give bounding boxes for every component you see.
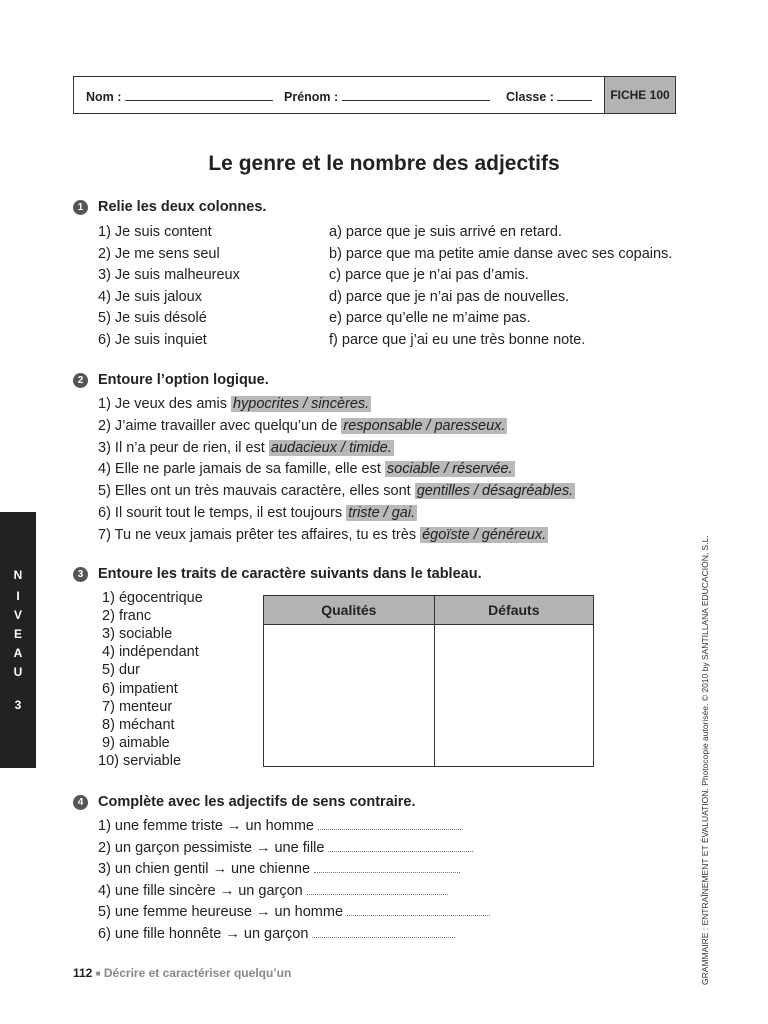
- opposite-sentence: [98, 840, 473, 856]
- option-sentence: [98, 396, 371, 412]
- match-left-item[interactable]: 4) Je suis jaloux: [98, 288, 202, 305]
- prenom-label: Prénom :: [284, 90, 339, 104]
- sentence-text: 4) une fille sincère → un garçon: [98, 882, 303, 899]
- trait-item: 7) menteur: [98, 698, 173, 715]
- exercise-number-badge: 3: [73, 567, 88, 582]
- match-right-item[interactable]: e) parce qu’elle ne m’aime pas.: [329, 310, 531, 327]
- option-choice[interactable]: hypocrites / sincères.: [232, 396, 370, 412]
- classe-line[interactable]: [557, 91, 592, 101]
- page-title: Le genre et le nombre des adjectifs: [208, 152, 560, 175]
- answer-blank[interactable]: [318, 819, 461, 830]
- fiche-number: FICHE 100: [604, 77, 675, 113]
- classe-field[interactable]: [506, 90, 592, 104]
- answer-blank[interactable]: [328, 841, 473, 852]
- trait-item: 5) dur: [98, 662, 140, 679]
- opposite-sentence: [98, 926, 455, 942]
- niveau-side-tab: [0, 512, 36, 768]
- prenom-field[interactable]: [284, 90, 490, 104]
- option-sentence: [98, 440, 394, 456]
- trait-item: 4) indépendant: [98, 644, 199, 661]
- opposite-sentence: [98, 904, 490, 920]
- option-choice[interactable]: audacieux / timide.: [270, 439, 392, 456]
- option-choice[interactable]: gentilles / désagréables.: [416, 483, 574, 500]
- sentence-text: 6) une fille honnête → un garçon: [98, 926, 309, 942]
- opposite-sentence: [98, 883, 448, 899]
- trait-item: 8) méchant: [98, 716, 175, 733]
- match-left-item[interactable]: 1) Je suis content: [98, 224, 212, 240]
- niveau-letter: N: [13, 568, 23, 582]
- option-sentence: [98, 418, 507, 434]
- sentence-text: 7) Tu ne veux jamais prêter tes affaires, tu es très: [98, 526, 421, 543]
- opposite-sentence: [98, 861, 460, 877]
- trait-item: 6) impatient: [98, 680, 178, 697]
- header-box: [73, 76, 676, 114]
- trait-item: 1) égocentrique: [98, 590, 203, 606]
- nom-field[interactable]: [86, 90, 273, 104]
- copyright-notice: GRAMMAIRE : ENTRAÎNEMENT ET ÉVALUATION. Photocopie autorisée. © 2010 by SANTILLANA EDUCACIÓN, S.L.: [700, 535, 710, 985]
- footer-separator: ■: [95, 969, 101, 978]
- page-number: 112: [73, 966, 93, 980]
- sentence-text: 3) Il n’a peur de rien, il est: [98, 439, 269, 456]
- option-choice[interactable]: responsable / paresseux.: [343, 417, 506, 434]
- exercise-instruction: Entoure les traits de caractère suivants dans le tableau.: [98, 566, 482, 582]
- match-left-item[interactable]: 2) Je me sens seul: [98, 245, 220, 262]
- prenom-line[interactable]: [342, 91, 490, 101]
- exercise-3-heading: [73, 566, 482, 582]
- option-choice[interactable]: triste / gai.: [348, 505, 416, 521]
- exercise-number-badge: 2: [73, 373, 88, 388]
- match-left-item[interactable]: 5) Je suis désolé: [98, 310, 207, 327]
- trait-item: 10) serviable: [98, 752, 182, 769]
- sentence-text: 5) une femme heureuse → un homme: [98, 904, 344, 921]
- opposite-sentence: [98, 818, 461, 834]
- match-right-item[interactable]: b) parce que ma petite amie danse avec ses copains.: [329, 245, 673, 262]
- sentence-text: 1) Je veux des amis: [98, 396, 231, 412]
- defauts-cell[interactable]: [434, 625, 593, 767]
- exercise-4-heading: [73, 794, 416, 810]
- match-right-item[interactable]: d) parce que je n’ai pas de nouvelles.: [329, 288, 570, 305]
- match-left-item[interactable]: 6) Je suis inquiet: [98, 332, 207, 348]
- qualities-defects-table: [263, 595, 594, 767]
- sentence-text: 6) Il sourit tout le temps, il est toujours: [98, 505, 347, 521]
- nom-label: Nom :: [86, 90, 122, 104]
- sentence-text: 5) Elles ont un très mauvais caractère, elles sont: [98, 483, 415, 500]
- match-right-item[interactable]: f) parce que j’ai eu une très bonne note.: [329, 332, 586, 348]
- niveau-letter: A: [13, 646, 23, 660]
- option-sentence: [98, 483, 575, 499]
- nom-line[interactable]: [125, 91, 273, 101]
- sentence-text: 4) Elle ne parle jamais de sa famille, elle est: [98, 461, 385, 478]
- answer-blank[interactable]: [307, 884, 448, 895]
- footer-section-title: Décrire et caractériser quelqu’un: [103, 966, 292, 980]
- exercise-number-badge: 1: [73, 200, 88, 215]
- match-right-item[interactable]: c) parce que je n’ai pas d’amis.: [329, 267, 529, 284]
- option-choice[interactable]: sociable / réservée.: [386, 461, 513, 478]
- answer-blank[interactable]: [312, 927, 455, 938]
- trait-item: 3) sociable: [98, 626, 173, 643]
- sentence-text: 2) J’aime travailler avec quelqu’un de: [98, 417, 342, 434]
- match-right-item[interactable]: a) parce que je suis arrivé en retard.: [329, 224, 562, 240]
- exercise-number-badge: 4: [73, 795, 88, 810]
- exercise-instruction: Entoure l’option logique.: [98, 372, 269, 388]
- option-choice[interactable]: égoïste / généreux.: [422, 526, 547, 543]
- option-sentence: [98, 461, 515, 477]
- niveau-letter: I: [16, 589, 20, 603]
- niveau-letter: V: [13, 608, 22, 622]
- answer-blank[interactable]: [314, 862, 460, 873]
- exercise-instruction: Relie les deux colonnes.: [98, 199, 267, 215]
- qualites-cell[interactable]: [264, 625, 435, 767]
- table-header-qualites: Qualités: [264, 596, 435, 625]
- page-footer: [73, 966, 291, 980]
- sentence-text: 3) un chien gentil → une chienne: [98, 861, 311, 878]
- niveau-letter: 3: [14, 698, 22, 712]
- option-sentence: [98, 527, 548, 543]
- sentence-text: 1) une femme triste → un homme: [98, 818, 314, 834]
- classe-label: Classe :: [506, 90, 554, 104]
- trait-item: 2) franc: [98, 608, 152, 625]
- exercise-2-heading: [73, 372, 269, 388]
- trait-item: 9) aimable: [98, 734, 170, 751]
- niveau-letter: E: [13, 627, 22, 641]
- exercise-instruction: Complète avec les adjectifs de sens contraire.: [98, 794, 416, 810]
- option-sentence: [98, 505, 417, 521]
- niveau-letter: U: [13, 665, 23, 679]
- match-left-item[interactable]: 3) Je suis malheureux: [98, 267, 240, 284]
- table-header-defauts: Défauts: [434, 596, 593, 625]
- answer-blank[interactable]: [347, 905, 490, 916]
- exercise-1-heading: [73, 199, 266, 215]
- sentence-text: 2) un garçon pessimiste → une fille: [98, 839, 325, 856]
